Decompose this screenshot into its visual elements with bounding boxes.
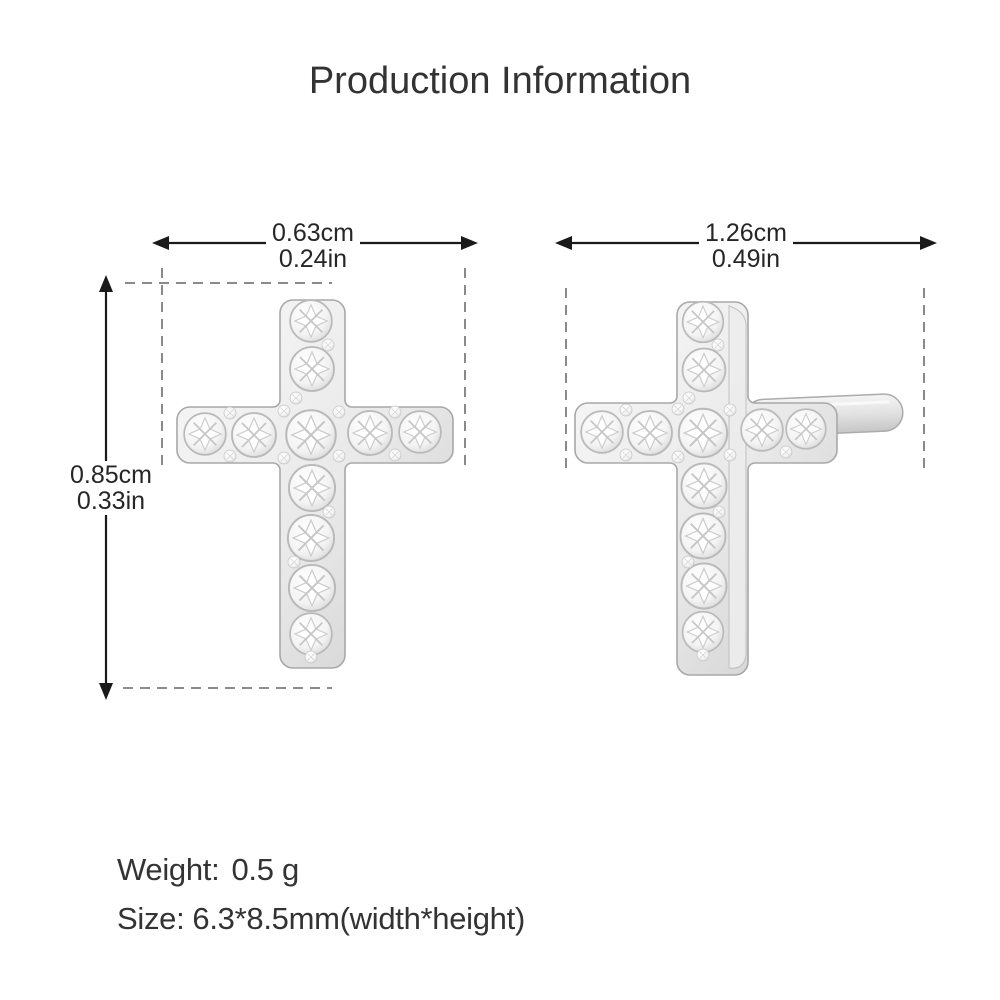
size-label: Size: bbox=[117, 901, 185, 936]
page-title: Production Information bbox=[308, 60, 692, 102]
front-width-dimension-label bbox=[266, 219, 360, 273]
side-width-cm: 1.26cm bbox=[705, 219, 787, 247]
cross-earring-front-view bbox=[177, 300, 453, 668]
specs-block bbox=[117, 852, 525, 950]
dashed-guides bbox=[123, 268, 924, 688]
weight-value: 0.5 g bbox=[231, 852, 299, 887]
cross-side-face bbox=[729, 305, 746, 668]
height-in: 0.33in bbox=[76, 487, 146, 515]
arrowhead-right-icon bbox=[920, 236, 937, 250]
front-width-in: 0.24in bbox=[278, 245, 348, 273]
height-dimension-label bbox=[64, 461, 158, 515]
weight-row bbox=[117, 852, 525, 888]
arrowhead-left-icon bbox=[555, 236, 572, 250]
pave-stones bbox=[184, 300, 441, 663]
cross-earring-side-view bbox=[575, 302, 904, 675]
arrowhead-left-icon bbox=[152, 236, 169, 250]
side-width-in: 0.49in bbox=[711, 245, 781, 273]
arrowhead-right-icon bbox=[461, 236, 478, 250]
side-width-dimension-label bbox=[699, 219, 793, 273]
front-width-cm: 0.63cm bbox=[272, 219, 354, 247]
weight-label: Weight: bbox=[117, 852, 220, 887]
size-value: 6.3*8.5mm(width*height) bbox=[192, 901, 525, 936]
pave-stones bbox=[581, 302, 826, 661]
size-row bbox=[117, 901, 525, 937]
arrowhead-up-icon bbox=[99, 275, 113, 292]
arrowhead-down-icon bbox=[99, 683, 113, 700]
height-cm: 0.85cm bbox=[70, 461, 152, 489]
